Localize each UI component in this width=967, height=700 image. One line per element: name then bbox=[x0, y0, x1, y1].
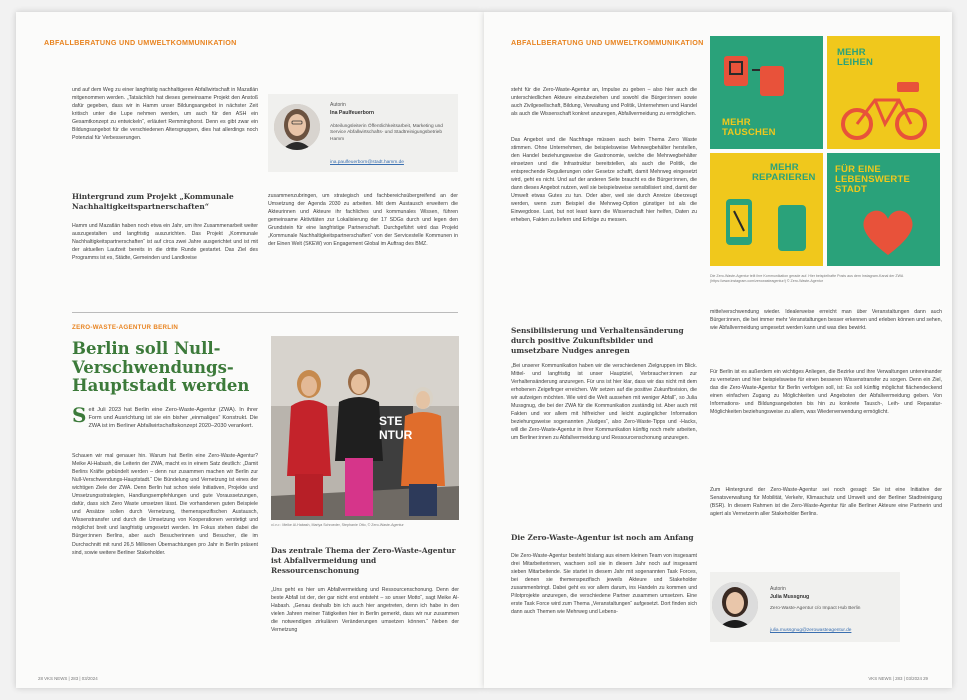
tile-leihen bbox=[827, 36, 940, 149]
dropcap: S bbox=[72, 403, 87, 427]
author-label: Autorin bbox=[330, 102, 346, 108]
team-photo bbox=[271, 336, 459, 520]
body-text: Zum Hintergrund der Zero-Waste-Agentur sei noch gesagt: Sie ist eine Initiative der Senatsverwaltung für Mobilität, Verkehr, Klimaschutz und Umwelt und der Berliner Stadtreinigung (BSR). In diesem Rahmen ist die Zero-Waste-Agentur für alle Berliner Akteure eine Partnerin und agiert als Vernetzerin aller Stakeholder Berlins. bbox=[710, 487, 942, 518]
section-label: ZERO-WASTE-AGENTUR BERLIN bbox=[72, 324, 179, 331]
intro-text: eit Juli 2023 hat Berlin eine Zero-Waste-Agentur (ZWA). In ihrer Form und Ausrichtung ist sie ein bisher „einmaliges“ Konstrukt. Die ZWA ist im Berliner Abfallwirtschaftskonzept 2020–2030 verankert. bbox=[88, 407, 258, 430]
bicycle-icon bbox=[839, 80, 931, 142]
subhead: Hintergrund zum Projekt „Kommunale Nachhaltigkeitspartnerschaften“ bbox=[72, 192, 234, 211]
photo-banner-text: STE NTUR bbox=[379, 414, 413, 442]
phone-repair-icon bbox=[722, 191, 814, 259]
running-head: ABFALLBERATUNG UND UMWELTKOMMUNIKATION bbox=[44, 38, 237, 47]
tiles-caption: Die Zero-Waste-Agentur teilt ihre Kommunikation gerade auf. Hier beispielhafte Posts aus dem Instagram-Kanal der ZWA (https://www.instagram.com/zerowasteagentur/) © Zero-Waste-Agentur bbox=[710, 274, 904, 283]
author-name: Julia Mussgnug bbox=[770, 594, 810, 600]
tile-line1: MEHR bbox=[770, 162, 799, 173]
subhead: Die Zero-Waste-Agentur ist noch am Anfang bbox=[511, 533, 694, 542]
body-text: „Uns geht es hier um Abfallvermeidung und Ressourcenschonung. Denn der beste Abfall ist der, der gar nicht erst entsteht – so unser Motto“, sagt Meike Al-Habash. „Genau deshalb bin ich auch hier angetreten, denn ich habe in den vielen Jahren meiner Tätigkeiten hier in Berlin gemerkt, dass wir nur zusammen die notwendigen zirkulären Veränderungen umsetzen können.“ Neben der Vernetzung bbox=[271, 587, 459, 634]
body-text: Hamm und Mazatlán haben noch etwa ein Jahr, um ihre Zusammenarbeit weiter auszugestalten und langfristig auszurichten. Das Projekt „Kommunale Nachhaltigkeitspartnerschaften“ ist auf circa zwei Jahre ausgerichtet und ist mit der aktuellen Laufzeit bereits in die dritte Runde gestartet. Das Ziel des Programms ist es, Städte, Gemeinden und Landkreise bbox=[72, 223, 258, 262]
author-box bbox=[268, 94, 458, 172]
body-text: Das Angebot und die Nachfrage müssen auch beim Thema Zero Waste stimmen. Ohne Unternehmen, die beispielsweise Mehrwegbehälter herstellen, den Handel beziehungsweise die Gastronomie, welche die Mehrwegbehälter einsetzen und die Infrastruktur bereitstellen, als auch die Politik, die entsprechende Regulierungen oder Gesetze schafft, damit Mehrweg eingesetzt wird, geht es nicht. Und auf der anderen Seite braucht es die Bürger:innen, die dann dieses Angebot nutzen, weil sie beispielsweise sensibilisiert sind, damit der Umwelt etwas Gutes zu tun. Oder aber, weil sie durch Anreize überzeugt werden, wenn zum Beispiel die Mehrweg-Option günstiger ist als die Einwegdose. Last, but not least kann die Wissenschaft hier helfen, Daten zu erheben, Fakten zu liefern und Erfolge zu messen. bbox=[511, 137, 697, 224]
swap-icon bbox=[720, 48, 790, 108]
author-photo bbox=[712, 582, 758, 628]
page-footer: VKS NEWS | 283 | 03/2024 29 bbox=[868, 676, 928, 681]
page-footer: 28 VKS NEWS | 283 | 03/2024 bbox=[38, 676, 98, 681]
body-text: zusammenzubringen, um strategisch und fachbereichsübergreifend an der Umsetzung der Agenda 2030 zu arbeiten. Mit dem Austausch erweitern die Akteurinnen und Akteure ihr fachliches und kommunales Wissen, führen gemeinsame Aktivitäten zur Lokalisierung der 17 SDGs durch und legen den Grundstein für eine langfristige Partnerschaft. Durchgeführt wird das Projekt „Kommunale Nachhaltigkeitspartnerschaften“ von der Servicestelle Kommunen in der Einen Welt (SKEW) von Engagement Global im Auftrag des BMZ. bbox=[268, 193, 458, 248]
tile-line2: REPARIEREN bbox=[752, 172, 816, 183]
tile-line2: LEBENSWERTE bbox=[835, 174, 911, 185]
author-email[interactable]: ina.paulfeuerborn@stadt.hamm.de bbox=[330, 160, 404, 165]
instagram-tiles bbox=[710, 36, 940, 276]
author-role: Abteilungsleiterin Öffentlichkeitsarbeit, Marketing und Service Abfallwirtschafts- und Stadtreinigungsbetrieb Hamm bbox=[330, 124, 443, 142]
tile-tauschen bbox=[710, 36, 823, 149]
subhead: Das zentrale Thema der Zero-Waste-Agentur ist Abfallvermeidung und Ressourcenschonung bbox=[271, 546, 456, 575]
body-text: steht für die Zero-Waste-Agentur an, Impulse zu geben – also hier auch die unterschiedlichen Akteure einzubeziehen und sowohl die Bürger:innen sowie auch Zivilgesellschaft, Bildung, Verwaltung und Politik, Unternehmen und Handel als auch die Wissenschaft konkret anzuregen, Abfallvermeidung zu ermöglichen. bbox=[511, 87, 697, 118]
intro bbox=[72, 403, 258, 431]
left-page bbox=[16, 12, 484, 688]
body-text: und auf dem Weg zu einer langfristig nachhaltigeren Abfallwirtschaft in Mazatlán mitgenommen werden. „Tatsächlich hat dieses gemeinsame Projekt den Anstoß dafür gegeben, dass wir in Hamm unser Bildungsangebot in nächster Zeit kritisch unter die Lupe nehmen werden, um auch für den ASH ein Gesamtkonzept zu entwickeln“, erläutert Remminghorst. Denn es gibt zwar ein Bildungsangebot für die verschiedenen Altersgruppen, dies hat allerdings noch Potenzial für Verbesserungen. bbox=[72, 87, 258, 142]
heart-icon bbox=[859, 207, 917, 257]
body-text: mitteIverschwendung wieder. Idealerweise erreicht man über Veranstaltungen dann auch Bürger:innen, die bei immer mehr Veranstaltungen besser erkennen und erleben können und sehen, wie Abfallvermeidung umgesetzt werden kann und was dies bewirkt. bbox=[710, 309, 942, 332]
running-head: ABFALLBERATUNG UND UMWELTKOMMUNIKATION bbox=[511, 38, 704, 47]
right-page bbox=[484, 12, 952, 688]
body-text: Die Zero-Waste-Agentur besteht bislang aus einem kleinen Team von insgesamt drei Mitarbeiterinnen, wachsen soll sie in diesem Jahr noch auf insgesamt sieben Mitarbeitende. Sie startet in diesem Jahr mit sogenannten Task Forces, bei denen sie themenspezifisch jeweils Akteure und Stakeholder zusammenbringt. Dabei geht es vor allem darum, ins Handeln zu kommen und Pilotprojekte anzuregen, die verschiedene Partner zusammen umsetzen. Eine erste Task Force wird zum Thema „Veranstaltungen“ aufgesetzt. Dort finden sich dann auch Themen wie Mehrweg und Lebens- bbox=[511, 553, 697, 616]
author-role: Zero-Waste-Agentur c/o Impact Hub Berlin bbox=[770, 606, 861, 611]
body-text: Schauen wir mal genauer hin. Warum hat Berlin eine Zero-Waste-Agentur? Meike Al-Habash, die Leiterin der ZWA, macht es in einem Satz deutlich: „Damit Berlins Kräfte gebündelt werden – denn nur zusammen machen wir Berlin zur Null-Verschwendungs-Hauptstadt.“ Die Bündelung und Vernetzung ist eines der wichtigen Ziele der ZWA. Denn Berlin hat schon viele Initiativen, Projekte und Umsetzungsstrategien, Handlungsempfehlungen und gute Voraussetzungen, dafür, dass sich Zero Waste umsetzen lässt. Die vorhandenen guten Beispiele und Ansätze sollen durch Vernetzung, themenspezifischen Austausch, Wissenstransfer und durch die Umsetzung von Kooperationen verstetigt und möglichst breit und langfristig umgesetzt werden. Im Fokus stehen dabei die Bürger:innen Berlins, aber auch Besucherinnen und Besucher, die im Durchschnitt mit rund 26,5 Millionen Übernachtungen pro Jahr in Berlin präsent sind, sowie weitere Berliner Stakeholder. bbox=[72, 453, 258, 556]
author-name: Ina Paulfeuerborn bbox=[330, 110, 375, 116]
author-box bbox=[710, 572, 900, 642]
tile-reparieren bbox=[710, 153, 823, 266]
subhead: Sensibilisierung und Verhaltensänderung durch positive Zukunftsbilder und umsetzbare Nudges anregen bbox=[511, 326, 684, 355]
body-text: Für Berlin ist es außerdem ein wichtiges Anliegen, die Bezirke und ihre Verwaltungen untereinander zu vernetzen und hier beispielsweise für einen besseren Wissenstransfer zu sorgen. Denn ein Ziel, das die Zero-Waste-Agentur für Berlin verfolgen soll, ist: Es soll künftig möglichst flächendeckend einen einfachen Zugang zu Möglichkeiten und Angeboten der Abfallvermeidung geben. Von Informations- und Bildungsangeboten bis hin zu konkrete Tausch-, Leih- und Reparatur-Möglichkeiten beziehungsweise zu allem, was Wiederverwendung ermöglicht. bbox=[710, 369, 942, 416]
tile-line1: FÜR EINE bbox=[835, 164, 881, 175]
tile-line1: MEHR bbox=[722, 117, 751, 128]
author-photo bbox=[274, 104, 320, 150]
tile-line3: STADT bbox=[835, 184, 867, 195]
tile-line2: LEIHEN bbox=[837, 57, 874, 68]
tile-lebenswerte-stadt bbox=[827, 153, 940, 266]
tile-line1: MEHR bbox=[837, 47, 866, 58]
divider bbox=[72, 312, 458, 313]
author-label: Autorin bbox=[770, 586, 786, 592]
tile-line2: TAUSCHEN bbox=[722, 127, 776, 138]
body-text: „Bei unserer Kommunikation haben wir die verschiedenen Zielgruppen im Blick. Mittel- und langfristig ist unser Hauptziel, Verbraucher:innen zur Verhaltensänderung anzuregen. Für uns ist hier klar, dass wir das nicht mit dem erhobenen Zeigefinger erreichen. Wir setzen auf die positive Zukunftsvision, die wir aufzeigen möchten. Wie wird die Welt aussehen mit weniger Abfall“, so Julia Mussgnug, die bei der ZWA für die Kommunikation zuständig ist. Aber auch mit Fakten und vor allem mit hilfreicher und leicht zugänglicher Information beziehungsweise sogenannten „Nudges“, also Zero-Waste-Tipps und -Hacks, will die Zero-Waste-Agentur in ihrer Kommunikation künftig noch mehr arbeiten, um Berliner:innen zu Abfallvermeidung und Ressourcenschonung anzuregen. bbox=[511, 363, 697, 442]
author-email[interactable]: julia.mussgnug@zerowasteagentur.de bbox=[770, 628, 852, 633]
photo-caption: v.l.n.r.: Meike Al-Habash, Mariya Schroeder, Stephanie Otto, © Zero-Waste-Agentur bbox=[271, 523, 404, 527]
headline: Berlin soll Null-Verschwendungs-Hauptstadt werden bbox=[72, 339, 250, 395]
